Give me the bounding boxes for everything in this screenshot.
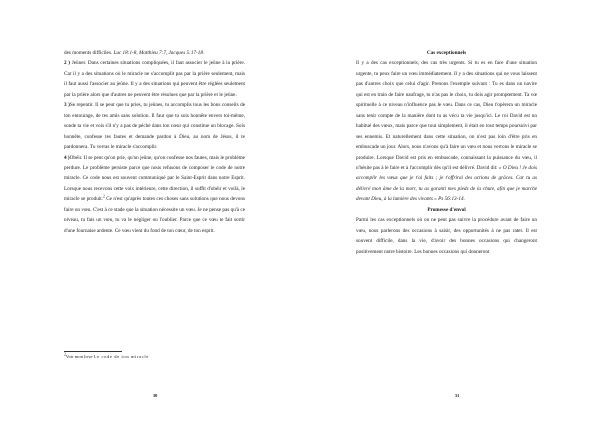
point-4 bbox=[64, 153, 245, 237]
point-3 bbox=[64, 100, 245, 152]
footnote-book-title: Le code de ton miracle bbox=[93, 354, 149, 359]
right-page-text bbox=[356, 48, 537, 257]
footnote-rule bbox=[64, 351, 122, 352]
point-number: 2 ) bbox=[64, 60, 71, 67]
footnote-prefix: Voir mon livre bbox=[65, 354, 94, 359]
point-number: 3 ) bbox=[64, 102, 70, 109]
right-page bbox=[300, 0, 600, 424]
scripture-refs: Luc 18:1-8, Matthieu 7:7, Jacques 5:17-18. bbox=[113, 50, 205, 56]
paragraph-text: Parmi les cas exceptionnels où on ne peut pas suivre la procédure avant de faire un vœu, nous parlerons des occasions à saisir, des opportunités à ne pas rater. Il est souvent difficile, dans la vie, d'avoir des bonnes occasions qui changeront positivement notre histoire. Les bonnes occasions qui donneront bbox=[356, 217, 537, 255]
paragraph bbox=[356, 215, 537, 257]
point-text-cont: Ce n'est qu'après toutes ces choses sans solutions que nous devons faire un vœu. C'est à ce stade que la situation nécessite un vœu. Je ne pense pas qu'à ce niveau, tu fais un vœu, tu va le négliger ou l'oublier. Parce que ce vœu te fait sortir d'une fournaise ardente. Ce vœu vient du fond de ton cœur, de ton esprit. bbox=[64, 196, 246, 234]
scripture-quote: « O Dieu ! Je dois accomplir les vœux que je t'ai faits ; je t'offrirai des actions de grâces. Car tu as délivré mon âme de la mort, tu as garanti mes pieds de la chute, afin que je marche devant Dieu, à la lumière des vivants » Ps 56:13-14. bbox=[356, 164, 537, 203]
refs-line: des moments difficiles. Luc 18:1-8, Matthieu 7:7, Jacques 5:17-18. bbox=[64, 50, 205, 56]
paragraph bbox=[356, 58, 537, 204]
footnote-ref[interactable]: 2 bbox=[103, 194, 105, 199]
left-page-text bbox=[64, 48, 245, 236]
section-heading: Promesse d'envol bbox=[427, 206, 466, 213]
paragraph-text: Il y a des cas exceptionnels, des cas très urgents. Si tu es en face d'une situation urgente, tu peux faire un vœu immédiatement. Il y a des situations qui ne vous laissent pas d'autres choix que celui d'agir. Prenons l'exemple suivant : Tu es dans un navire qui est en train de faire naufrage, tu n'as pas le choix, tu dois agir promptement. Ta vœ spirituelle à ce niveau n'influence pas le vœu. Dans ce cas, Dieu t'opèrera un miracle sans tenir compte de la manière dont tu as vécu ta vie jusqu'ici. Le roi David est un habitué des vœux, mais parce que tout simplement, il était en tout temps poursuivi par ses ennemis. Et naturellement dans cette situation, on n'est pas loin d'être pris en embuscade un jour. Alors, nous n'avons qu'à faire un vœu et nous verrons le miracle se produire. Lorsque David est pris en embuscade, connaissant la puissance du vœu, il n'hésite pas à le faire et à l'accomplir dès qu'il est délivré. David dit: bbox=[356, 60, 537, 171]
section-heading: Cas exceptionnels bbox=[426, 50, 467, 56]
page-number-left: 30 bbox=[152, 393, 158, 398]
footnote bbox=[64, 353, 245, 360]
page-number-right: 31 bbox=[454, 393, 460, 398]
footnote-mark: 2 bbox=[64, 352, 66, 357]
point-number: 4 ) bbox=[64, 154, 70, 161]
point-2 bbox=[64, 58, 245, 100]
point-text: Jeûner. Dans certaines situations compliquées, il faut associer le jeûne à la prière. Car il y a des situations où le miracle ne s'accomplit pas par la prière seulement, mais il faut aussi l'associer au jeûne. Il y a des situations qui peuvent être réglées seulement par la prière alors que d'autres ne peuvent être résolues que par la prière et le jeûne. bbox=[64, 60, 245, 98]
point-text: Obéir. Il se peut qu'on prie, qu'on jeûne, qu'on confesse nos fautes, mais le problème perdure. Le problème persiste parce que nous refusons de composer le code de notre miracle. Ce code nous est souvent communiqué par le Saint-Esprit dans notre Esprit. Lorsque nous recevons cette voix intérieure, cette direction, il suffit d'obéir et voilà, le miracle se produit. bbox=[64, 154, 245, 203]
point-text: Se repentir. Il se peut que tu pries, tu jeûnes, tu accomplis tous les bons conseils de ton entourage, de tes amis sans solution. Il faut que tu sois honnête envers toi-même, sonde ta vie et vois s'il n'y a pas de péché dans ton cœur qui constitue un blocage. Sois honnête, confesse tes fautes et demande pardon à Dieu, au nom de Jésus, il te pardonnera. Tu verras le miracle s'accomplir. bbox=[64, 102, 245, 151]
